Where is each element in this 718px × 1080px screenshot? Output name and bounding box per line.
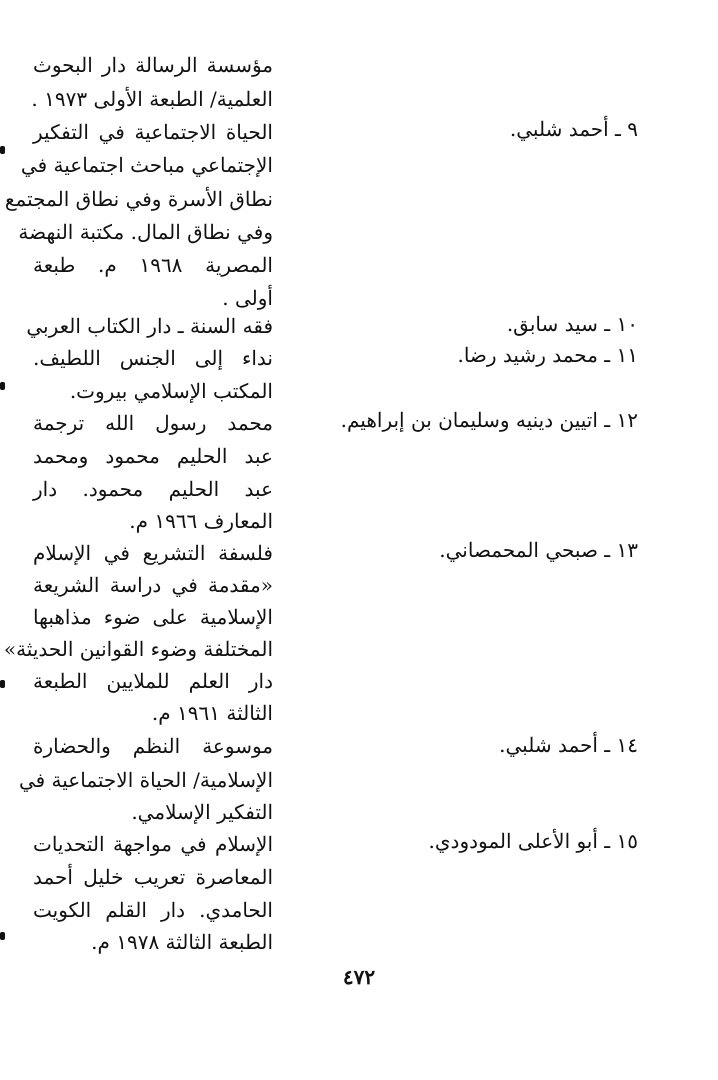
description-line: عبد الحليم محمود. دار [33, 477, 273, 501]
entry-author: محمد رشيد رضا. [457, 343, 598, 367]
entry-number: ١٢ [616, 408, 638, 432]
entry-author: أحمد شلبي. [509, 117, 609, 141]
entry-author: صبحي المحمصاني. [439, 538, 598, 562]
entry-number: ١٤ [616, 733, 638, 757]
description-line: الإجتماعي مباحث اجتماعية في [20, 153, 273, 177]
entry-number: ١١ [616, 343, 638, 367]
entry-author: اتيين دينيه وسليمان بن إبراهيم. [340, 408, 598, 432]
description-line: محمد رسول الله ترجمة [33, 411, 273, 435]
description-line: المصرية ١٩٦٨ م. طبعة [33, 253, 273, 277]
entry-author: أبو الأعلى المودودي. [428, 829, 598, 853]
description-line: التفكير الإسلامي. [131, 800, 273, 824]
entry-author: أحمد شلبي. [499, 733, 598, 757]
description-line: المعارف ١٩٦٦ م. [129, 509, 273, 533]
entry-number: ١٠ [616, 312, 638, 336]
description-line: وفي نطاق المال. مكتبة النهضة [18, 220, 273, 244]
description-line: نداء إلى الجنس اللطيف. [33, 346, 273, 370]
entry-15: ١٥ ـ أبو الأعلى المودودي. [428, 829, 638, 853]
description-line: الثالثة ١٩٦١ م. [151, 701, 273, 725]
entry-number: ١٥ [616, 829, 638, 853]
description-line: دار العلم للملايين الطبعة [33, 669, 273, 693]
description-line: الإسلام في مواجهة التحديات [33, 832, 273, 856]
binding-mark [0, 382, 5, 390]
entry-9: ٩ ـ أحمد شلبي. [509, 117, 638, 141]
entry-11: ١١ ـ محمد رشيد رضا. [457, 343, 638, 367]
description-line: الحامدي. دار القلم الكويت [33, 898, 273, 922]
description-line: المعاصرة تعريب خليل أحمد [33, 865, 273, 889]
description-line: المختلفة وضوء القوانين الحديثة» [3, 637, 273, 661]
binding-mark [0, 680, 5, 688]
description-line: المكتب الإسلامي بيروت. [69, 379, 273, 403]
description-line: موسوعة النظم والحضارة [33, 734, 273, 758]
description-line: عبد الحليم محمود ومحمد [33, 444, 273, 468]
binding-mark [0, 146, 5, 154]
description-line: مؤسسة الرسالة دار البحوث [33, 53, 273, 77]
description-line: الطبعة الثالثة ١٩٧٨ م. [91, 930, 273, 954]
description-line: الحياة الاجتماعية في التفكير [33, 120, 273, 144]
description-line: أولى . [222, 286, 273, 310]
description-line: العلمية/ الطبعة الأولى ١٩٧٣ . [31, 87, 273, 111]
entry-14: ١٤ ـ أحمد شلبي. [499, 733, 638, 757]
description-line: الإسلامية/ الحياة الاجتماعية في [18, 768, 273, 792]
binding-mark [0, 932, 5, 940]
entry-number: ١٣ [616, 538, 638, 562]
description-line: نطاق الأسرة وفي نطاق المجتمع [4, 187, 273, 211]
entry-12: ١٢ ـ اتيين دينيه وسليمان بن إبراهيم. [340, 408, 638, 432]
description-line: فلسفة التشريع في الإسلام [33, 541, 273, 565]
description-line: الإسلامية على ضوء مذاهبها [33, 605, 273, 629]
page-number: ٤٧٢ [342, 965, 376, 989]
entry-number: ٩ [627, 117, 638, 141]
description-line: «مقدمة في دراسة الشريعة [33, 573, 273, 597]
entry-13: ١٣ ـ صبحي المحمصاني. [439, 538, 638, 562]
description-line: فقه السنة ـ دار الكتاب العربي [26, 314, 273, 338]
entry-author: سيد سابق. [506, 312, 598, 336]
entry-10: ١٠ ـ سيد سابق. [506, 312, 638, 336]
